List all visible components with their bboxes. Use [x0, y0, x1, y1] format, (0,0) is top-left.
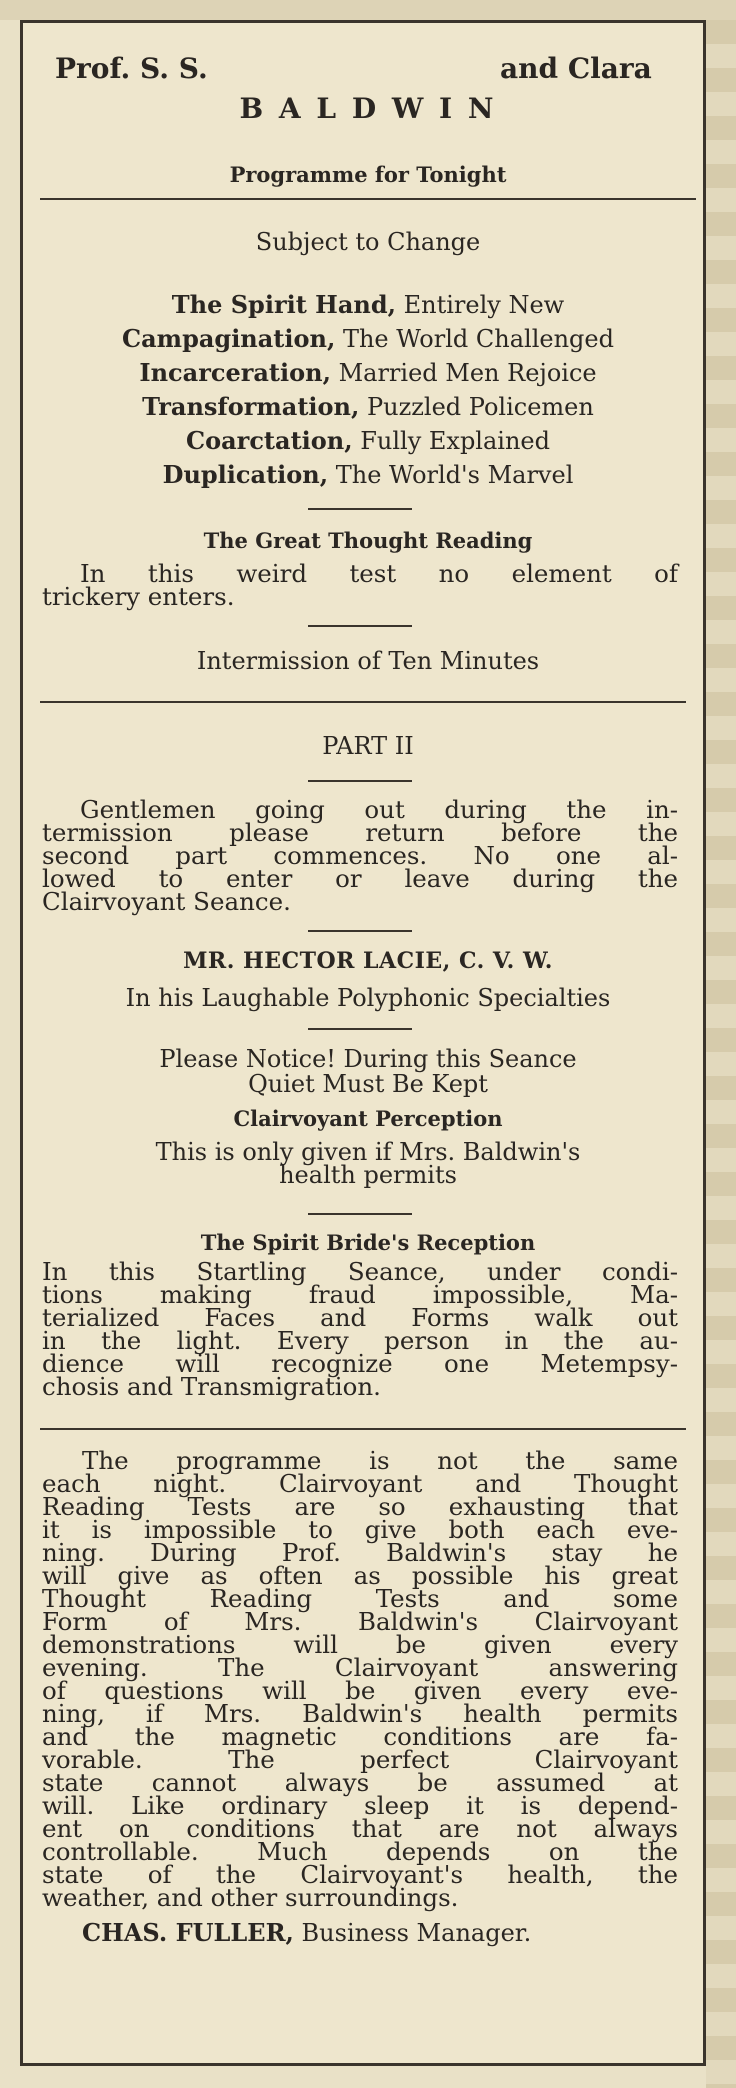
act-description: Puzzled Policemen	[367, 393, 594, 421]
performer-name: MR. HECTOR LACIE, C. V. W.	[183, 948, 553, 974]
footer-note-line: vorable. The perfect Clairvoyant	[42, 1745, 678, 1774]
act-name: The Spirit Hand,	[171, 290, 396, 319]
short-divider	[308, 1028, 412, 1030]
act-item	[0, 290, 736, 319]
spirit-bride-line: in the light. Every person in the au-	[42, 1326, 678, 1355]
business-manager-credit	[82, 1918, 531, 1947]
please-notice-line: Quiet Must Be Kept	[248, 1070, 488, 1098]
act-description: Entirely New	[403, 291, 565, 319]
footer-note-line: of questions will be given every eve-	[42, 1676, 678, 1705]
footer-note-line: weather, and other surroundings.	[42, 1883, 459, 1912]
please-notice-line: Please Notice! During this Seance	[159, 1045, 577, 1073]
performer-specialty: In his Laughable Polyphonic Specialties	[125, 984, 611, 1012]
act-item	[0, 324, 736, 353]
footer-note-line: state of the Clairvoyant's health, the	[42, 1860, 678, 1889]
footer-note-line: Reading Tests are so exhausting that	[42, 1492, 678, 1521]
programme-title: Programme for Tonight	[229, 162, 507, 187]
act-name: Incarceration,	[139, 358, 331, 387]
footer-note-line: Form of Mrs. Baldwin's Clairvoyant	[42, 1607, 678, 1636]
footer-note-line: state cannot always be assumed at	[42, 1768, 678, 1797]
act-name: Coarctation,	[186, 426, 353, 455]
short-divider	[308, 508, 412, 510]
footer-note-line: The programme is not the same	[82, 1446, 678, 1475]
act-description: The World's Marvel	[335, 461, 574, 489]
intermission-text: Intermission of Ten Minutes	[196, 647, 540, 675]
footer-note-line: it is impossible to give both each eve-	[42, 1515, 678, 1544]
spirit-bride-line: terialized Faces and Forms walk out	[42, 1303, 678, 1332]
manager-title: Business Manager.	[301, 1919, 532, 1947]
footer-note-line: controllable. Much depends on the	[42, 1837, 678, 1866]
header-right-names: and Clara	[500, 52, 652, 85]
act-item	[0, 358, 736, 387]
notice-line: Gentlemen going out during the in-	[80, 795, 678, 824]
thought-reading-line: In this weird test no element of	[80, 559, 678, 588]
spirit-bride-title: The Spirit Bride's Reception	[200, 1230, 536, 1255]
surname-heading: B A L D W I N	[239, 92, 497, 125]
act-item	[0, 426, 736, 455]
spirit-bride-line: chosis and Transmigration.	[42, 1372, 381, 1401]
act-item	[0, 460, 736, 489]
divider	[40, 198, 696, 200]
part-two-heading: PART II	[322, 732, 414, 760]
thought-reading-line: trickery enters.	[42, 582, 235, 611]
header-left-names: Prof. S. S.	[55, 52, 208, 85]
footer-note-line: will. Like ordinary sleep it is depend-	[42, 1791, 678, 1820]
act-item	[0, 392, 736, 421]
act-description: The World Challenged	[342, 325, 614, 353]
footer-note-line: will give as often as possible his great	[42, 1561, 678, 1590]
perception-line: This is only given if Mrs. Baldwin's	[155, 1138, 581, 1166]
spirit-bride-line: tions making fraud impossible, Ma-	[42, 1280, 678, 1309]
subject-to-change: Subject to Change	[255, 228, 481, 256]
perception-line: health permits	[279, 1161, 457, 1189]
footer-note-line: and the magnetic conditions are fa-	[42, 1722, 678, 1751]
thought-reading-title: The Great Thought Reading	[203, 528, 533, 553]
short-divider	[308, 625, 412, 627]
act-name: Duplication,	[162, 460, 329, 489]
short-divider	[308, 1213, 412, 1215]
footer-note-line: demonstrations will be given every	[42, 1630, 678, 1659]
divider	[40, 701, 686, 703]
act-description: Married Men Rejoice	[338, 359, 597, 387]
perception-title: Clairvoyant Perception	[233, 1106, 503, 1131]
footer-note-line: each night. Clairvoyant and Thought	[42, 1469, 678, 1498]
footer-note-line: Thought Reading Tests and some	[42, 1584, 678, 1613]
previous-column-edge	[0, 0, 736, 20]
footer-note-line: evening. The Clairvoyant answering	[42, 1653, 678, 1682]
notice-line: termission please return before the	[42, 818, 678, 847]
notice-line: second part commences. No one al-	[42, 841, 678, 870]
spirit-bride-line: dience will recognize one Metempsy-	[42, 1349, 678, 1378]
divider	[40, 1428, 686, 1430]
act-name: Campagination,	[122, 324, 336, 353]
short-divider	[308, 780, 412, 782]
footer-note-line: ning, if Mrs. Baldwin's health permits	[42, 1699, 678, 1728]
act-description: Fully Explained	[360, 427, 550, 455]
manager-name: CHAS. FULLER,	[82, 1918, 294, 1947]
short-divider	[308, 930, 412, 932]
notice-line: Clairvoyant Seance.	[42, 887, 291, 916]
footer-note-line: ent on conditions that are not always	[42, 1814, 678, 1843]
notice-line: lowed to enter or leave during the	[42, 864, 678, 893]
act-name: Transformation,	[142, 392, 360, 421]
spirit-bride-line: In this Startling Seance, under condi-	[42, 1257, 678, 1286]
footer-note-line: ning. During Prof. Baldwin's stay he	[42, 1538, 678, 1567]
